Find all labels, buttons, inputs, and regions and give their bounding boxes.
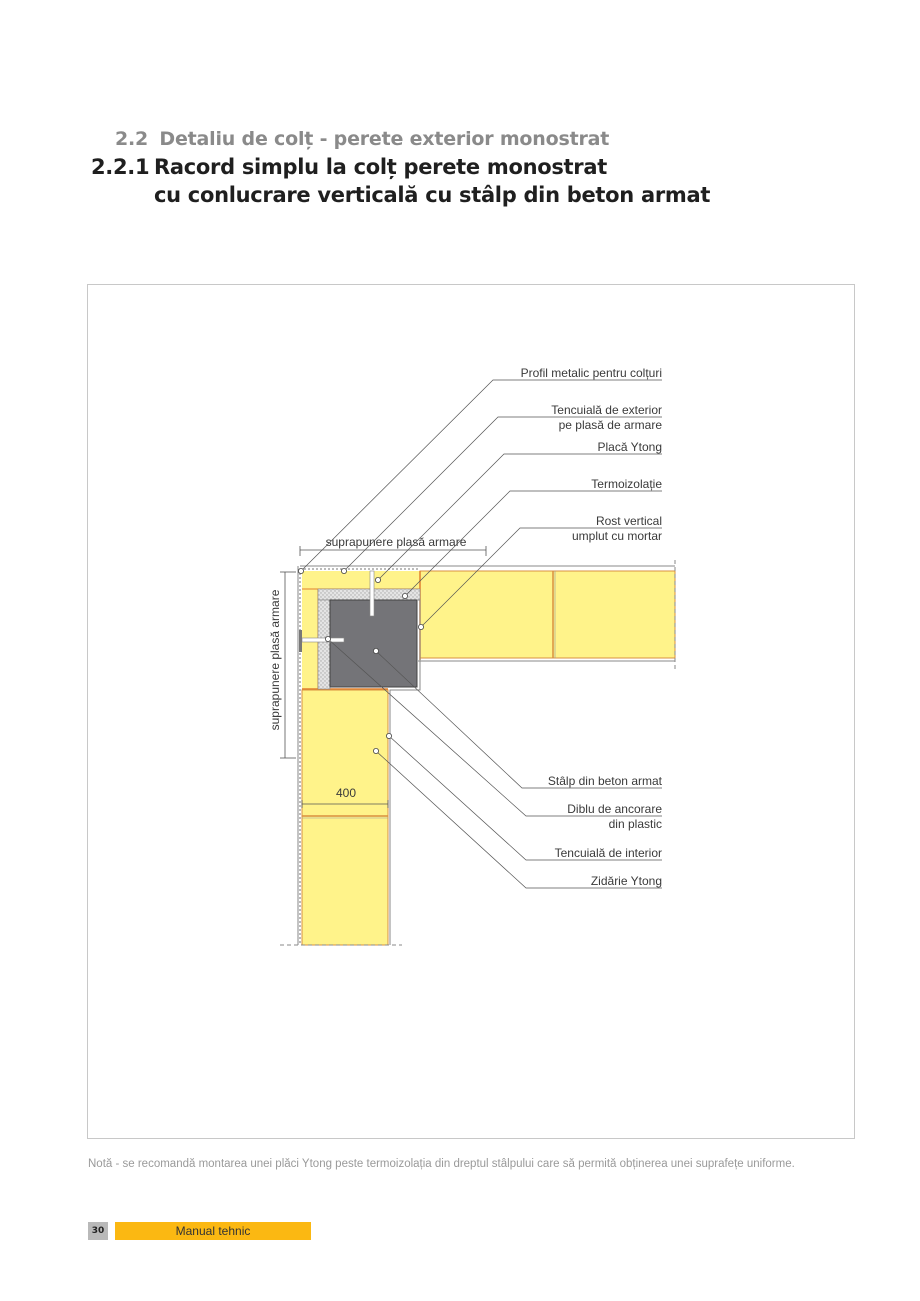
label-ytong-plate: Placă Ytong [597,440,662,454]
dimension-horizontal-overlap [300,535,486,556]
label-exterior-render: Tencuială de exterior [551,403,662,417]
label-ytong-masonry: Zidărie Ytong [590,874,662,888]
dim-vertical-label: suprapunere plasă armare [268,589,282,731]
label-corner-profile: Profil metalic pentru colțuri [520,366,662,380]
dimension-vertical-overlap [268,572,296,758]
dim-horizontal-label: suprapunere plasă armare [325,535,467,549]
manual-label: Manual tehnic [115,1222,311,1240]
section-number: 2.2 [115,128,149,150]
label-anchor-dowel-2: din plastic [608,817,662,831]
footnote: Notă - se recomandă montarea unei plăci Ytong peste termoizolația din dreptul stâlpului care să permită obținerea unei suprafețe uniforme. [88,1158,795,1170]
labels-top [521,366,663,543]
page-number: 30 [88,1222,108,1240]
subsection-number: 2.2.1 [91,155,150,179]
section-title: Detaliu de colț - perete exterior monostrat [159,128,610,150]
dim-width-label: 400 [335,786,357,800]
label-interior-render: Tencuială de interior [554,846,662,860]
label-vertical-joint-2: umplut cu mortar [571,529,662,543]
label-concrete-column: Stâlp din beton armat [547,774,662,788]
label-vertical-joint: Rost vertical [595,514,662,528]
subsection-title-line2: cu conlucrare verticală cu stâlp din beton armat [154,183,711,207]
subsection-title-line1: Racord simplu la colț perete monostrat [154,155,607,179]
label-anchor-dowel: Diblu de ancorare [567,802,662,816]
label-exterior-render-2: pe plasă de armare [558,418,662,432]
label-insulation: Termoizolație [591,477,662,491]
labels-bottom [548,774,663,888]
